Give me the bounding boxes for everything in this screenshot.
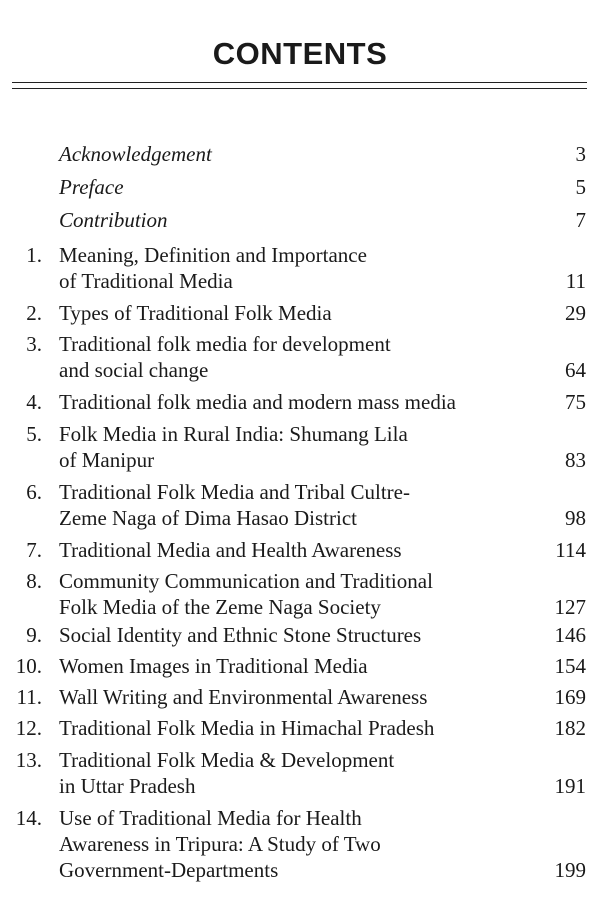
toc-entry-title	[59, 653, 368, 679]
header-rule-top	[12, 82, 587, 83]
toc-entry-title-line: of Traditional Media	[59, 269, 233, 293]
toc-chapter-number: 11.	[16, 685, 42, 709]
toc-entry-title-line: Folk Media of the Zeme Naga Society	[59, 595, 381, 619]
toc-page-number: 7	[575, 208, 586, 232]
toc-entry-title	[59, 389, 456, 415]
toc-entry-title-line: Use of Traditional Media for Health	[59, 806, 362, 830]
toc-chapter-number: 8.	[26, 569, 42, 593]
toc-entry-title-line: of Manipur	[59, 448, 155, 472]
header-rule-bottom	[12, 88, 587, 89]
toc-page-number: 114	[555, 538, 586, 562]
toc-chapter-number: 7.	[26, 538, 42, 562]
toc-chapter-number: 5.	[26, 422, 42, 446]
toc-entry-title-line: Community Communication and Traditional	[59, 569, 433, 593]
toc-chapter-number: 14.	[15, 806, 42, 830]
toc-chapter-number: 9.	[26, 623, 42, 647]
toc-page-number: 199	[554, 858, 586, 882]
toc-chapter-number: 6.	[26, 480, 42, 504]
toc-entry-title	[59, 622, 421, 648]
toc-entry-title-line: Wall Writing and Environmental Awareness	[59, 685, 428, 709]
toc-entry-title-line: Types of Traditional Folk Media	[59, 301, 332, 325]
toc-page-number: 127	[554, 595, 586, 619]
toc-page-number: 146	[554, 623, 586, 647]
toc-entry-title-line: Meaning, Definition and Importance	[59, 243, 367, 267]
toc-entry-title	[59, 747, 394, 799]
toc-entry-title-line: in Uttar Pradesh	[59, 774, 196, 798]
toc-page-number: 11	[565, 269, 586, 293]
toc-entry-title	[59, 421, 408, 473]
toc-entry-title-line: Folk Media in Rural India: Shumang Lila	[59, 422, 408, 446]
toc-entry-title-line: Government-Departments	[59, 858, 279, 882]
toc-page-number: 75	[565, 390, 586, 414]
toc-entry-title-line: Women Images in Traditional Media	[59, 654, 368, 678]
toc-entry-title-line: Traditional Folk Media in Himachal Pradesh	[59, 716, 435, 740]
toc-entry-title-line: Preface	[59, 175, 124, 199]
toc-entry-title	[59, 479, 410, 531]
toc-entry-title	[59, 805, 381, 883]
toc-page-number: 5	[575, 175, 586, 199]
toc-page-number: 98	[565, 506, 586, 530]
toc-page-number: 83	[565, 448, 586, 472]
toc-chapter-number: 12.	[15, 716, 42, 740]
toc-entry-title	[59, 300, 332, 326]
toc-entry-title-line: Awareness in Tripura: A Study of Two	[59, 832, 381, 856]
toc-entry-title	[59, 141, 212, 167]
toc-entry-title-line: Traditional folk media for development	[59, 332, 391, 356]
toc-page-number: 64	[565, 358, 586, 382]
toc-entry-title	[59, 174, 124, 200]
toc-entry-title	[59, 568, 433, 620]
toc-entry-title-line: Zeme Naga of Dima Hasao District	[59, 506, 357, 530]
toc-entry-title-line: Traditional Folk Media & Development	[59, 748, 395, 772]
toc-entry-title-line: Traditional Media and Health Awareness	[59, 538, 402, 562]
toc-chapter-number: 4.	[26, 390, 42, 414]
toc-chapter-number: 13.	[15, 748, 42, 772]
toc-entry-title	[59, 242, 367, 294]
toc-chapter-number: 10.	[15, 654, 42, 678]
toc-entry-title-line: Contribution	[59, 208, 168, 232]
toc-page-number: 191	[554, 774, 586, 798]
toc-page-number: 169	[554, 685, 586, 709]
toc-entry-title	[59, 537, 402, 563]
toc-chapter-number: 1.	[26, 243, 42, 267]
toc-entry-title-line: Traditional Folk Media and Tribal Cultre-	[59, 480, 410, 504]
toc-page-number: 29	[565, 301, 586, 325]
toc-entry-title-line: and social change	[59, 358, 209, 382]
toc-entry-title	[59, 207, 168, 233]
toc-page-number: 182	[554, 716, 586, 740]
toc-entry-title-line: Social Identity and Ethnic Stone Structures	[59, 623, 422, 647]
page-title: CONTENTS	[212, 36, 388, 71]
toc-entry-title	[59, 684, 427, 710]
toc-entry-title-line: Traditional folk media and modern mass media	[59, 390, 456, 414]
toc-chapter-number: 2.	[26, 301, 42, 325]
toc-chapter-number: 3.	[26, 332, 42, 356]
toc-entry-title-line: Acknowledgement	[59, 142, 212, 166]
toc-page-number: 3	[575, 142, 586, 166]
toc-entry-title	[59, 715, 434, 741]
toc-page-number: 154	[554, 654, 586, 678]
toc-entry-title	[59, 331, 391, 383]
